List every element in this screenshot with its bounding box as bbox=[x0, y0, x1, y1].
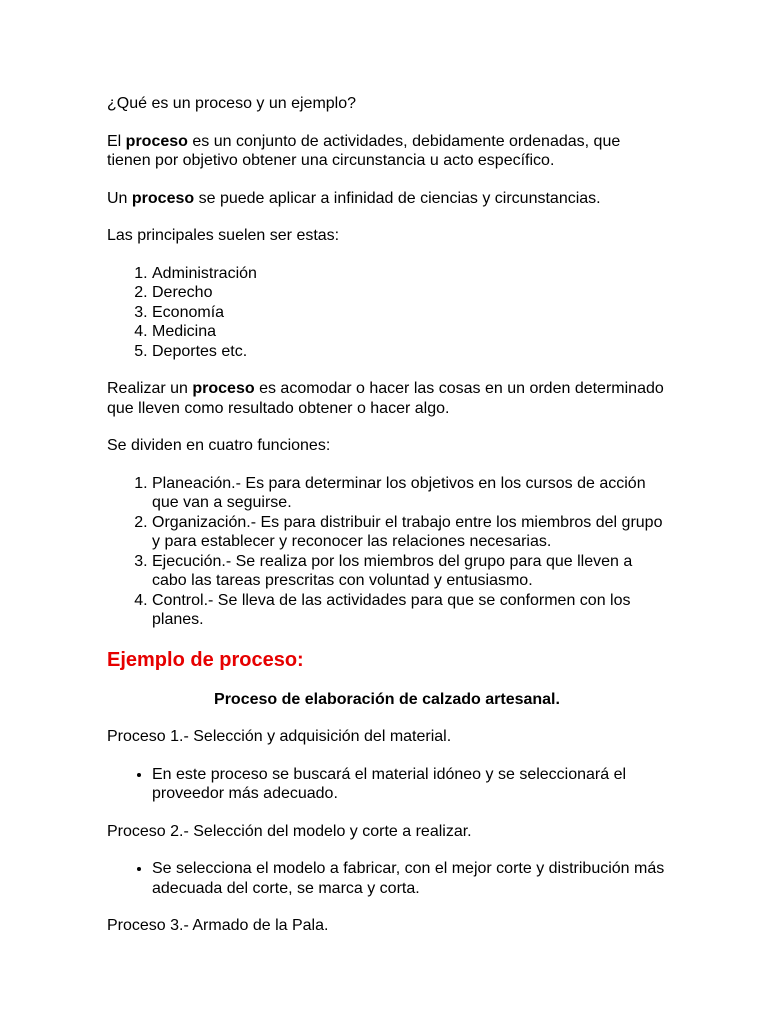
step-title: Proceso 3.- Armado de la Pala. bbox=[107, 917, 329, 934]
definition-post: es un conjunto de actividades, debidamente ordenadas, que tienen por objetivo obtener una circunstancia u acto específico. bbox=[107, 132, 621, 169]
step-bullets bbox=[107, 765, 667, 804]
list-item: 5. Deportes etc. bbox=[152, 342, 667, 362]
principal-intro: Las principales suelen ser estas: bbox=[107, 227, 340, 244]
list-item: 2. Derecho bbox=[152, 283, 667, 303]
list-item: 4. Medicina bbox=[152, 322, 667, 342]
step-title: Proceso 1.- Selección y adquisición del material. bbox=[107, 728, 452, 745]
list-item: • Se selecciona el modelo a fabricar, con el mejor corte y distribución más adecuada del corte, se marca y corta. bbox=[152, 859, 667, 898]
functions-intro: Se dividen en cuatro funciones: bbox=[107, 437, 331, 454]
definition-paragraph bbox=[107, 132, 667, 171]
example-title: Proceso de elaboración de calzado artesanal. bbox=[214, 690, 560, 708]
list-item: 2. Organización.- Es para distribuir el trabajo entre los miembros del grupo y para establecer y reconocer las relaciones necesarias. bbox=[152, 513, 667, 552]
list-item: 4. Control.- Se lleva de las actividades para que se conformen con los planes. bbox=[152, 591, 667, 630]
list-item: 1. Administración bbox=[152, 264, 667, 284]
list-item: 3. Economía bbox=[152, 303, 667, 323]
application-bold-term: proceso bbox=[131, 189, 195, 207]
application-pre: Un bbox=[107, 189, 132, 207]
sciences-list bbox=[107, 264, 667, 362]
functions-list bbox=[107, 474, 667, 630]
list-item: 1. Planeación.- Es para determinar los objetivos en los cursos de acción que van a seguirse. bbox=[152, 474, 667, 513]
definition-pre: El bbox=[107, 132, 126, 150]
realizar-paragraph bbox=[107, 379, 667, 418]
application-post: se puede aplicar a infinidad de ciencias y circunstancias. bbox=[194, 189, 601, 207]
definition-bold-term: proceso bbox=[125, 132, 188, 150]
step-bullets bbox=[107, 859, 667, 898]
realizar-bold-term: proceso bbox=[192, 380, 255, 397]
step-title: Proceso 2.- Selección del modelo y corte a realizar. bbox=[107, 822, 472, 840]
document-question: ¿Qué es un proceso y un ejemplo? bbox=[107, 95, 357, 112]
application-paragraph bbox=[107, 189, 667, 209]
realizar-pre: Realizar un bbox=[107, 380, 193, 397]
list-item: • En este proceso se buscará el material idóneo y se seleccionará el proveedor más adecuado. bbox=[152, 765, 667, 804]
realizar-post: es acomodar o hacer las cosas en un orden determinado que lleven como resultado obtener o hacer algo. bbox=[107, 380, 664, 417]
example-heading: Ejemplo de proceso: bbox=[107, 648, 304, 671]
list-item: 3. Ejecución.- Se realiza por los miembros del grupo para que lleven a cabo las tareas prescritas con voluntad y entusiasmo. bbox=[152, 552, 667, 591]
document-page bbox=[107, 94, 667, 954]
